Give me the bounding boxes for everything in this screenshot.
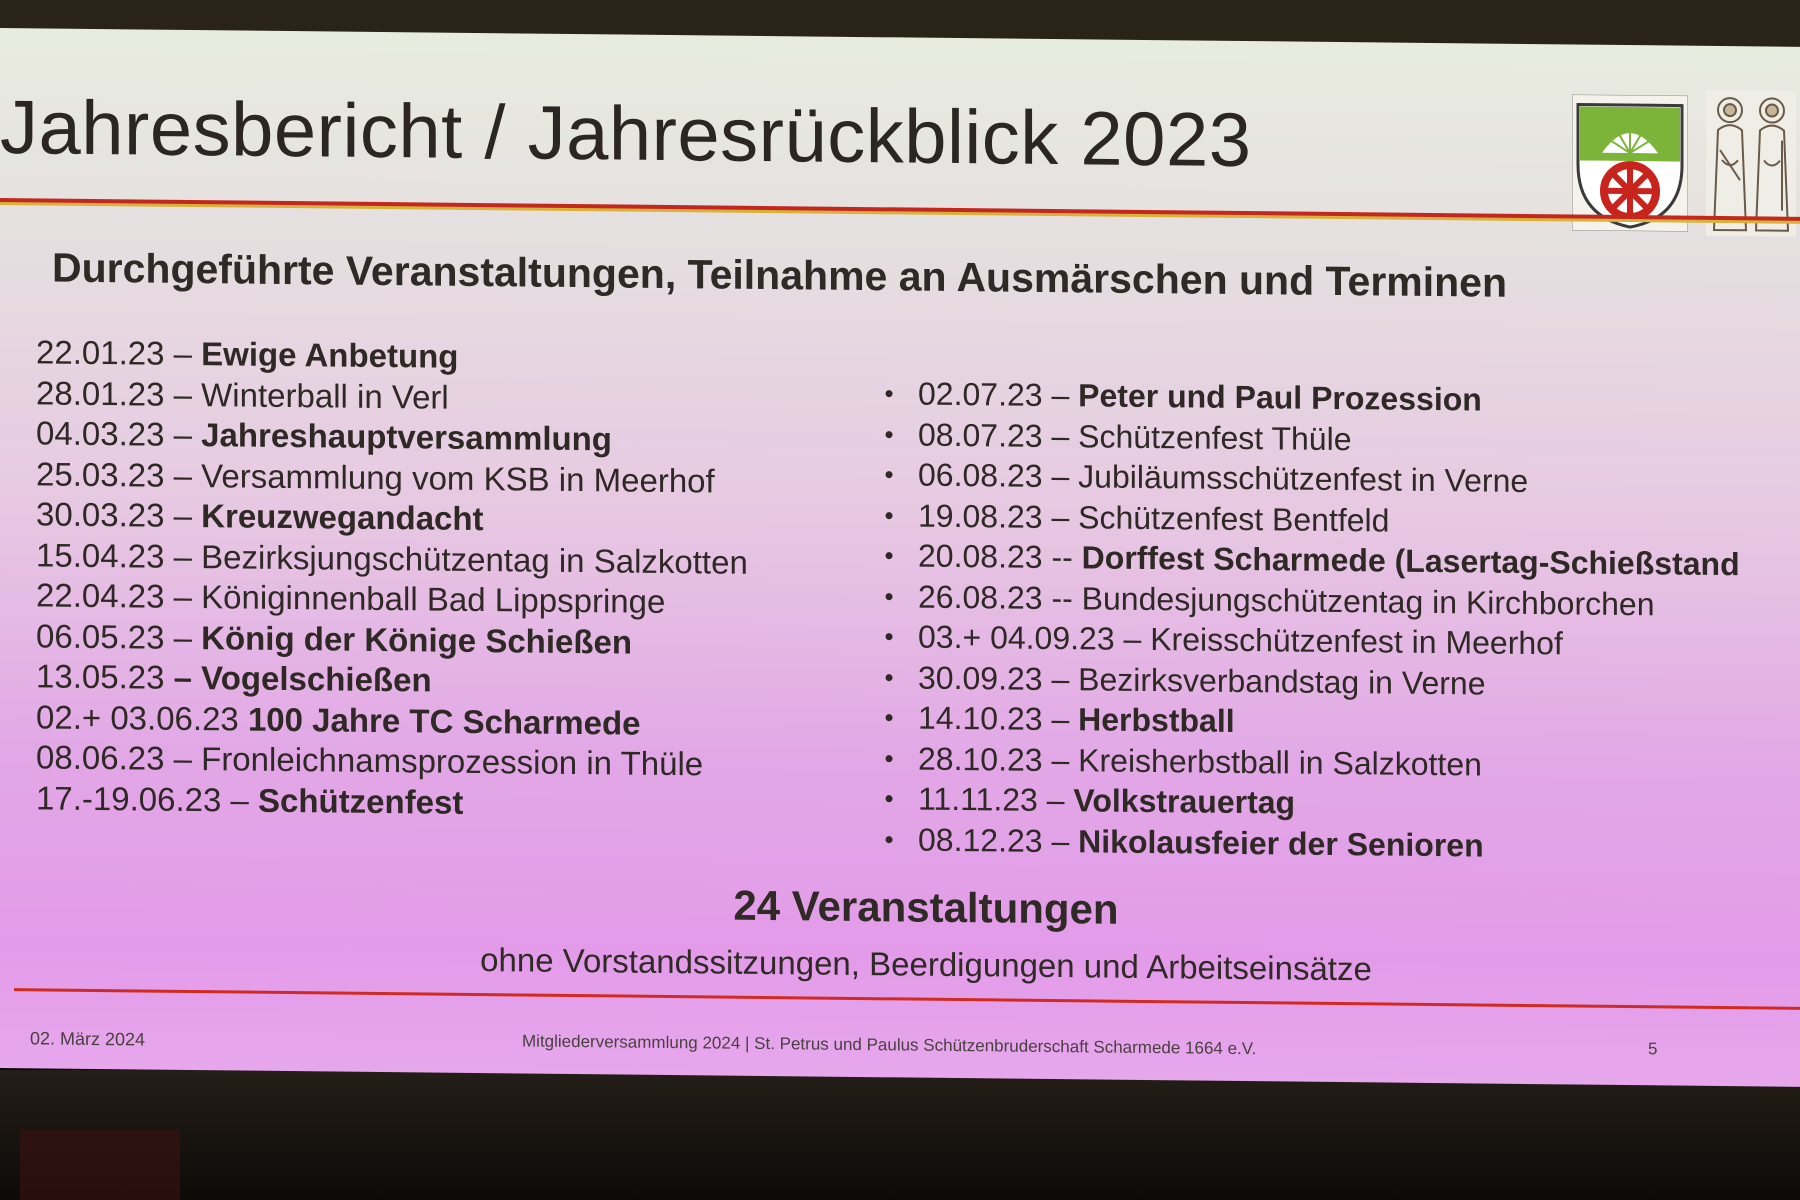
bullet-icon: •: [884, 823, 894, 854]
event-name: Ewige Anbetung: [201, 335, 459, 375]
bullet-icon: •: [884, 378, 894, 409]
slide-subtitle: Durchgeführte Veranstaltungen, Teilnahme an Ausmärschen und Terminen: [52, 244, 1508, 306]
bullet-icon: •: [884, 661, 894, 692]
event-date: 02.+ 03.06.23: [36, 697, 248, 738]
event-total-note: ohne Vorstandssitzungen, Beerdigungen und Arbeitseinsätze: [480, 941, 1372, 988]
stage-light: [20, 1130, 180, 1200]
list-item: [36, 778, 866, 827]
event-date: 19.08.23 –: [918, 497, 1079, 535]
event-date: 22.04.23 –: [36, 576, 202, 616]
event-date: 02.07.23 –: [918, 375, 1079, 414]
events-list-left: [36, 332, 866, 827]
footer-date: 02. März 2024: [30, 1028, 146, 1050]
bullet-icon: •: [884, 499, 894, 530]
event-name: 100 Jahre TC Scharmede: [247, 700, 641, 742]
presentation-slide: [0, 28, 1800, 1087]
event-date: 08.06.23 –: [36, 738, 202, 778]
bullet-icon: •: [884, 742, 894, 773]
event-date: 28.10.23 –: [918, 740, 1079, 778]
event-date: 04.03.23 –: [36, 414, 202, 454]
event-date: 30.03.23 –: [36, 495, 202, 535]
event-date: 20.08.23 --: [918, 537, 1082, 576]
event-name: Schützenfest: [258, 781, 464, 821]
bullet-icon: •: [884, 783, 894, 814]
event-total: 24 Veranstaltungen: [733, 881, 1119, 933]
event-name: Dorffest Scharmede (Lasertag-Schießstand: [1081, 539, 1740, 583]
footer-divider: [14, 988, 1800, 1010]
event-date: 06.05.23 –: [36, 616, 202, 656]
event-date: 11.11.23 –: [918, 780, 1074, 819]
slide-title: Jahresbericht / Jahresrückblick 2023: [0, 85, 1252, 184]
bullet-icon: •: [884, 580, 894, 611]
bullet-icon: •: [884, 540, 894, 571]
event-name: Bezirksjungschützentag in Salzkotten: [201, 537, 748, 581]
event-name: Nikolausfeier der Senioren: [1078, 822, 1484, 864]
event-name: Versammlung vom KSB in Meerhof: [201, 456, 715, 499]
bullet-icon: •: [884, 702, 894, 733]
stage-area: [0, 1070, 1800, 1200]
event-name: Schützenfest Thüle: [1078, 417, 1352, 457]
event-name: Volkstrauertag: [1073, 782, 1296, 821]
page-number: 5: [1648, 1039, 1658, 1059]
footer-organization: Mitgliederversammlung 2024 | St. Petrus und Paulus Schützenbruderschaft Scharmede 1664 e.V.: [522, 1031, 1257, 1059]
event-name: Königinnenball Bad Lippspringe: [201, 578, 666, 620]
bullet-icon: •: [884, 418, 894, 449]
list-item: [876, 819, 1800, 869]
bullet-icon: •: [884, 621, 894, 652]
event-name: Winterball in Verl: [201, 375, 449, 416]
event-name: – Vogelschießen: [173, 658, 432, 699]
event-date: 08.07.23 –: [918, 416, 1079, 454]
event-date: 08.12.23 –: [918, 821, 1079, 859]
event-date: 25.03.23 –: [36, 454, 202, 494]
event-name: Fronleichnamsprozession in Thüle: [201, 740, 704, 783]
event-date: 13.05.23: [36, 657, 174, 696]
event-name: Kreuzwegandacht: [201, 497, 484, 538]
event-name: Schützenfest Bentfeld: [1078, 498, 1390, 539]
event-date: 06.08.23 –: [918, 456, 1079, 495]
event-date: 14.10.23 –: [918, 699, 1079, 738]
event-name: Kreisschützenfest in Meerhof: [1150, 621, 1563, 662]
event-name: König der Könige Schießen: [201, 618, 633, 661]
event-date: 30.09.23 –: [918, 659, 1079, 697]
event-name: Jahreshauptversammlung: [201, 416, 612, 458]
bullet-icon: •: [884, 459, 894, 490]
event-name: Jubiläumsschützenfest in Verne: [1078, 458, 1529, 500]
event-name: Herbstball: [1078, 701, 1235, 739]
event-name: Peter und Paul Prozession: [1078, 377, 1482, 418]
event-date: 22.01.23 –: [36, 333, 202, 373]
event-date: 28.01.23 –: [36, 373, 202, 413]
coat-of-arms-icon: [1572, 94, 1688, 231]
title-divider: [0, 198, 1800, 221]
event-date: 03.+ 04.09.23 –: [918, 618, 1151, 658]
event-name: Bezirksverbandstag in Verne: [1078, 660, 1486, 702]
event-date: 15.04.23 –: [36, 535, 202, 575]
events-list-right: [876, 373, 1800, 869]
event-name: Bundesjungschützentag in Kirchborchen: [1081, 579, 1655, 622]
event-name: Kreisherbstball in Salzkotten: [1078, 741, 1482, 783]
saints-peter-paul-icon: [1706, 90, 1796, 237]
event-date: 17.-19.06.23 –: [36, 778, 259, 819]
event-date: 26.08.23 --: [918, 578, 1082, 616]
